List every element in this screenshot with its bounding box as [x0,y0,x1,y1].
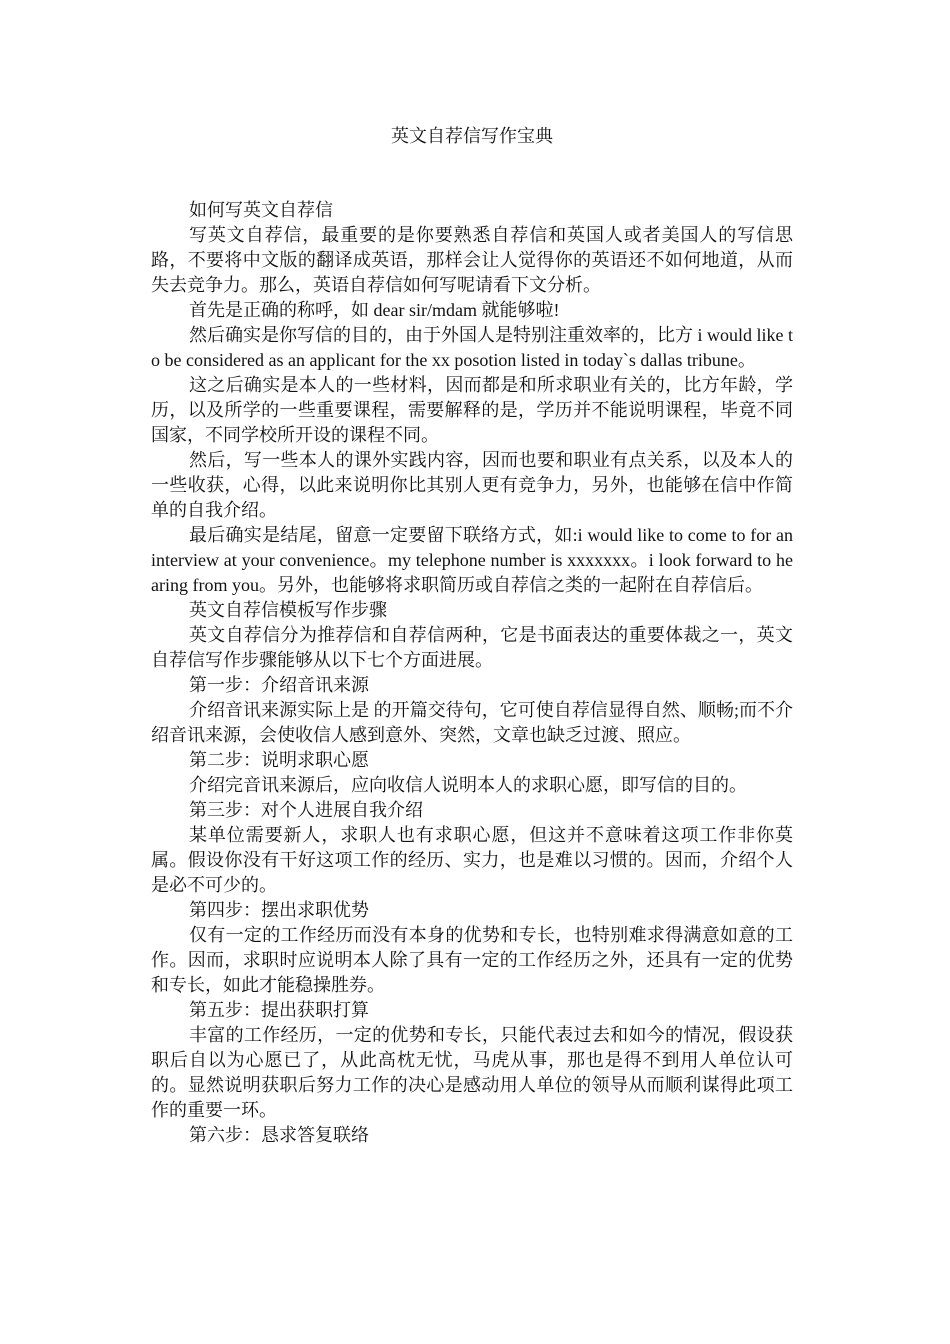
paragraph-materials: 这之后确实是本人的一些材料，因而都是和所求职业有关的，比方年龄，学历，以及所学的一些重要课程，需要解释的是，学历并不能说明课程，毕竟不同国家，不同学校所开设的课程不同。 [151,375,793,445]
paragraph-step-1-title: 第一步：介绍音讯来源 [189,675,369,695]
document-title: 英文自荐信写作宝典 [391,126,553,146]
paragraph-steps-intro: 英文自荐信分为推荐信和自荐信两种，它是书面表达的重要体裁之一，英文自荐信写作步骤能够从以下七个方面进展。 [151,625,793,670]
document-body [151,198,793,1148]
paragraph-closing: 最后确实是结尾，留意一定要留下联络方式，如:i would like to come to for an interview at your convenience。my telephone number is xxxxxxx。i look forward to hearing from you。另外，也能够将求职简历或自荐信之类的一起附在自荐信后。 [151,525,793,595]
paragraph-step-2-title: 第二步：说明求职心愿 [189,750,369,770]
paragraph-step-4-body: 仅有一定的工作经历而没有本身的优势和专长，也特别难求得满意如意的工作。因而，求职时应说明本人除了具有一定的工作经历之外，还具有一定的优势和专长，如此才能稳操胜券。 [151,925,793,995]
paragraph-step-5-body: 丰富的工作经历，一定的优势和专长，只能代表过去和如今的情况，假设获职后自以为心愿已了，从此高枕无忧，马虎从事，那也是得不到用人单位认可的。显然说明获职后努力工作的决心是感动用人单位的领导从而顺利谋得此项工作的重要一环。 [151,1025,793,1120]
paragraph-step-3-body: 某单位需要新人，求职人也有求职心愿，但这并不意味着这项工作非你莫属。假设你没有干好这项工作的经历、实力，也是难以习惯的。因而，介绍个人 是必不可少的。 [151,825,793,895]
paragraph-step-3-title: 第三步：对个人进展自我介绍 [189,800,423,820]
paragraph-step-6-title: 第六步：恳求答复联络 [189,1125,369,1145]
paragraph-heading-how-to-write: 如何写英文自荐信 [189,200,333,220]
paragraph-salutation: 首先是正确的称呼，如 dear sir/mdam 就能够啦! [189,300,560,320]
paragraph-purpose: 然后确实是你写信的目的，由于外国人是特别注重效率的，比方 i would like to be considered as an applicant for the xx posotion listed in today`s dallas tribune。 [151,325,793,370]
paragraph-step-4-title: 第四步：摆出求职优势 [189,900,369,920]
paragraph-step-5-title: 第五步：提出获职打算 [189,1000,369,1020]
paragraph-step-2-body: 介绍完音讯来源后，应向收信人说明本人的求职心愿，即写信的目的。 [189,775,747,795]
paragraph-intro: 写英文自荐信，最重要的是你要熟悉自荐信和英国人或者美国人的写信思路，不要将中文版的翻译成英语，那样会让人觉得你的英语还不如何地道，从而失去竞争力。那么，英语自荐信如何写呢请看下文分析。 [151,225,793,295]
paragraph-heading-steps: 英文自荐信模板写作步骤 [189,600,387,620]
paragraph-practice: 然后，写一些本人的课外实践内容，因而也要和职业有点关系，以及本人的一些收获，心得，以此来说明你比其别人更有竞争力，另外，也能够在信中作简单的自我介绍。 [151,450,793,520]
document-page [151,0,793,1344]
paragraph-step-1-body: 介绍音讯来源实际上是 的开篇交待句，它可使自荐信显得自然、顺畅;而不介绍音讯来源，会使收信人感到意外、突然，文章也缺乏过渡、照应。 [151,700,793,745]
